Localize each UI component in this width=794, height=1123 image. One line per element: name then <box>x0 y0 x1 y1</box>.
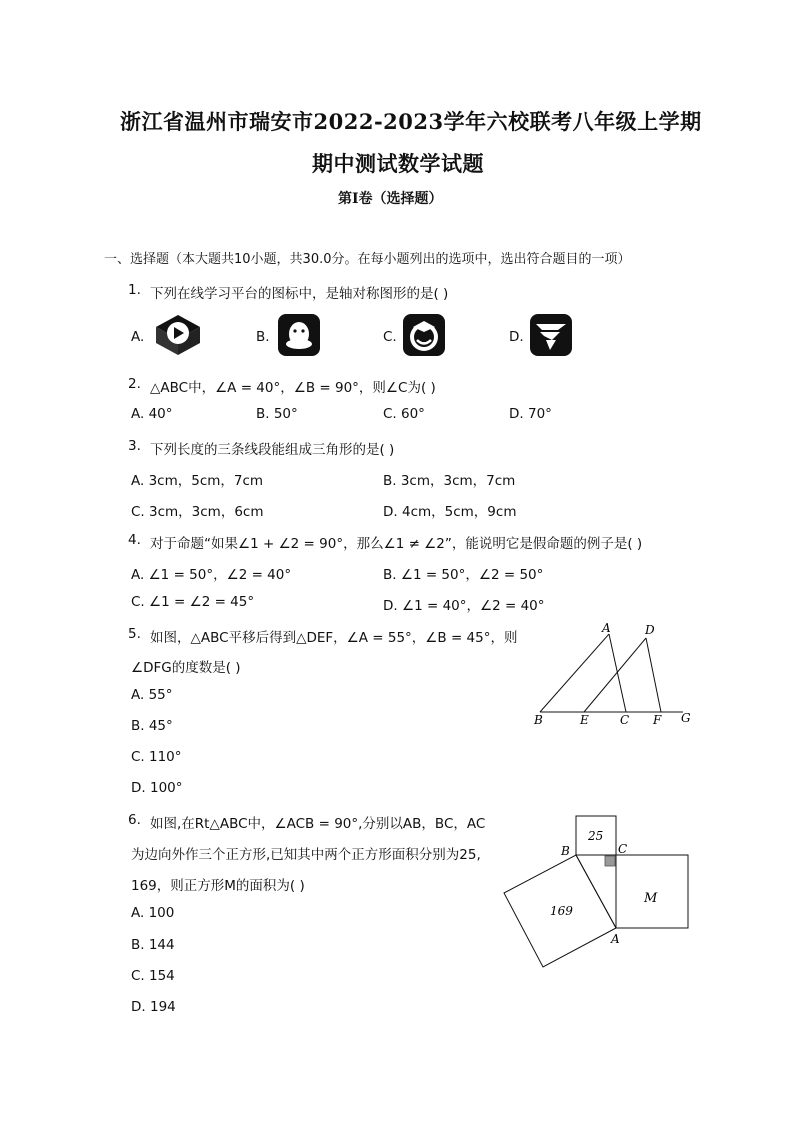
q6-label-m: M <box>644 891 658 906</box>
q6-label-25: 25 <box>588 829 604 843</box>
q4-option-d: D. ∠1 = 40°，∠2 = 40° <box>383 598 545 614</box>
q2-option-d: D. 70° <box>509 406 552 422</box>
q2-number: 2. <box>128 376 141 392</box>
q6-label-b: B <box>561 844 570 858</box>
bird-wing-icon <box>530 314 572 356</box>
section-heading: 一、选择题（本大题共10小题，共30.0分。在每小题列出的选项中，选出符合题目的一项） <box>104 252 631 267</box>
q1-option-c: C. <box>383 329 397 345</box>
q6-figure <box>495 808 700 974</box>
q5-label-g: G <box>681 711 691 725</box>
q5-option-d: D. 100° <box>131 780 183 796</box>
q3-stem: 下列长度的三条线段能组成三角形的是( ) <box>150 442 395 458</box>
q5-option-b: B. 45° <box>131 718 173 734</box>
q5-label-b: B <box>534 713 543 727</box>
q4-stem: 对于命题“如果∠1 + ∠2 = 90°，那么∠1 ≠ ∠2”，能说明它是假命题的例子是( ) <box>150 536 643 552</box>
q5-number: 5. <box>128 626 141 642</box>
q5-stem-line1: 如图，△ABC平移后得到△DEF，∠A = 55°，∠B = 45°，则 <box>150 630 518 646</box>
q5-label-f: F <box>653 713 662 727</box>
play-cube-icon <box>154 313 202 357</box>
q1-option-b: B. <box>256 329 270 345</box>
q6-option-a: A. 100 <box>131 905 175 921</box>
q6-label-a: A <box>611 932 620 946</box>
q3-option-a: A. 3cm，5cm，7cm <box>131 473 264 489</box>
q5-option-a: A. 55° <box>131 687 173 703</box>
q1-option-a: A. <box>131 329 145 345</box>
q2-option-c: C. 60° <box>383 406 425 422</box>
q6-stem-line2: 为边向外作三个正方形,已知其中两个正方形面积分别为25, <box>131 847 481 863</box>
graduate-face-icon <box>403 314 445 356</box>
q6-option-c: C. 154 <box>131 968 175 984</box>
q5-figure <box>525 618 705 730</box>
q3-option-b: B. 3cm，3cm，7cm <box>383 473 516 489</box>
q6-label-c: C <box>618 842 628 856</box>
q4-number: 4. <box>128 532 141 548</box>
q5-label-c: C <box>620 713 630 727</box>
q6-option-d: D. 194 <box>131 999 176 1015</box>
q5-label-a: A <box>602 621 611 635</box>
q3-number: 3. <box>128 438 141 454</box>
page-title-line1: 浙江省温州市瑞安市2022-2023学年六校联考八年级上学期 <box>120 109 702 134</box>
q4-option-b: B. ∠1 = 50°，∠2 = 50° <box>383 567 544 583</box>
q6-stem-line3: 169，则正方形M的面积为( ) <box>131 878 305 894</box>
q4-option-a: A. ∠1 = 50°，∠2 = 40° <box>131 567 292 583</box>
q2-option-b: B. 50° <box>256 406 298 422</box>
q3-option-d: D. 4cm，5cm，9cm <box>383 504 517 520</box>
q1-option-d: D. <box>509 329 524 345</box>
q5-label-d: D <box>645 623 655 637</box>
penguin-icon <box>278 314 320 356</box>
q1-stem: 下列在线学习平台的图标中，是轴对称图形的是( ) <box>150 286 449 302</box>
q4-option-c: C. ∠1 = ∠2 = 45° <box>131 594 255 610</box>
q1-number: 1. <box>128 282 141 298</box>
q5-stem-line2: ∠DFG的度数是( ) <box>131 660 241 676</box>
q5-label-e: E <box>580 713 589 727</box>
volume-label: 第Ⅰ卷（选择题） <box>338 191 443 207</box>
q6-label-169: 169 <box>550 904 573 918</box>
q6-number: 6. <box>128 812 141 828</box>
q5-option-c: C. 110° <box>131 749 182 765</box>
q3-option-c: C. 3cm，3cm，6cm <box>131 504 264 520</box>
q6-stem-line1: 如图,在Rt△ABC中，∠ACB = 90°,分别以AB，BC，AC <box>150 816 486 832</box>
q2-stem: △ABC中，∠A = 40°，∠B = 90°，则∠C为( ) <box>150 380 436 396</box>
page-title-line2: 期中测试数学试题 <box>312 151 484 176</box>
q2-option-a: A. 40° <box>131 406 173 422</box>
q6-option-b: B. 144 <box>131 937 175 953</box>
